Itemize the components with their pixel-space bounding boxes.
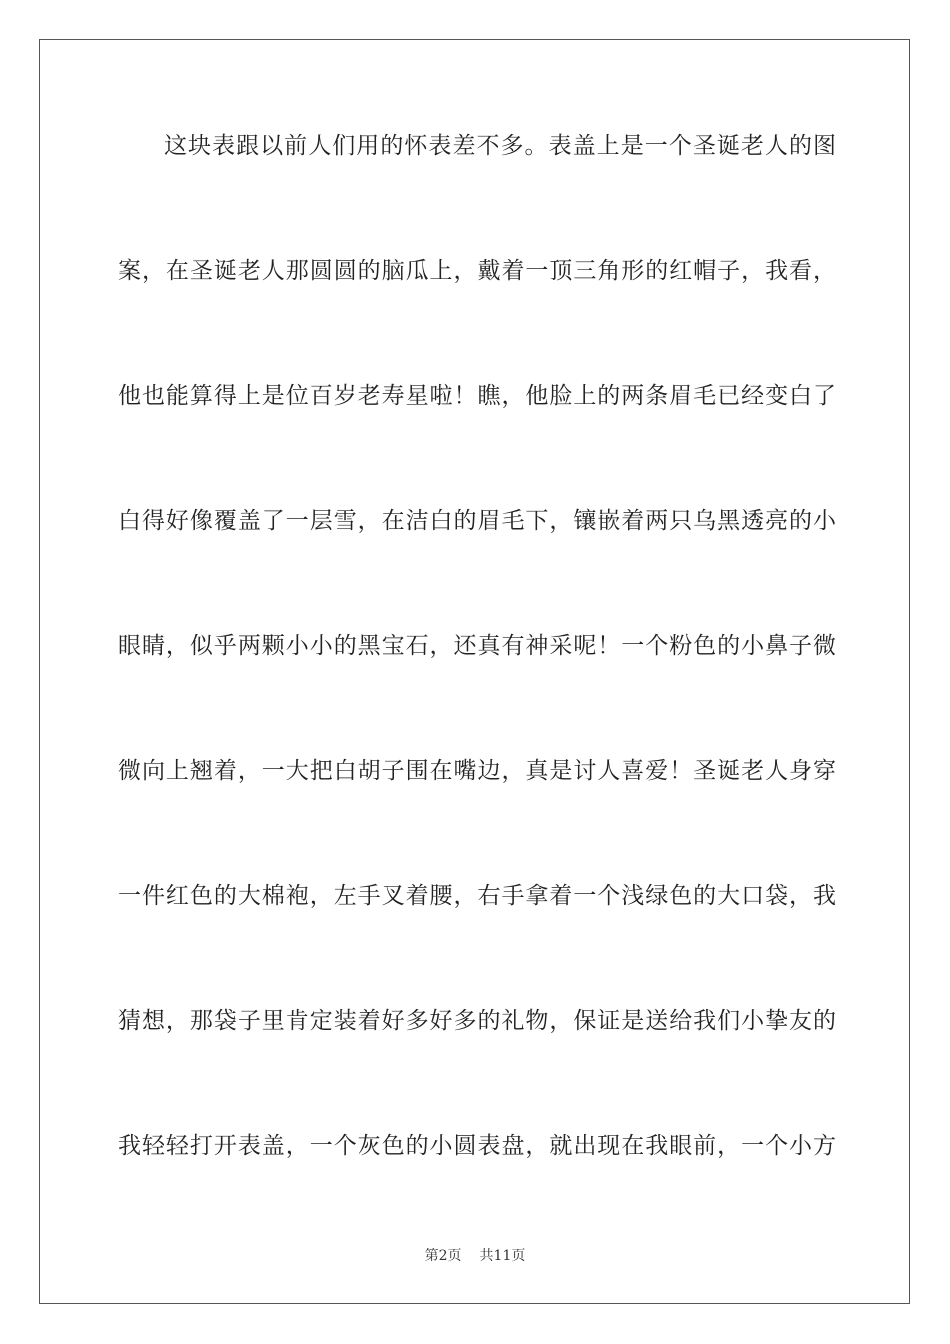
page-footer — [0, 1245, 950, 1265]
paragraph-line: 这块表跟以前人们用的怀表差不多。表盖上是一个圣诞老人的图 — [164, 133, 836, 159]
page-border — [39, 39, 910, 1304]
paragraph-line: 猜想，那袋子里肯定装着好多好多的礼物，保证是送给我们小挚友的 — [118, 1008, 836, 1034]
paragraph-line: 一件红色的大棉袍，左手叉着腰，右手拿着一个浅绿色的大口袋，我 — [118, 883, 836, 909]
paragraph-line: 案，在圣诞老人那圆圆的脑瓜上，戴着一顶三角形的红帽子，我看， — [118, 258, 836, 284]
paragraph-line: 我轻轻打开表盖，一个灰色的小圆表盘，就出现在我眼前，一个小方 — [118, 1133, 836, 1159]
paragraph-line: 他也能算得上是位百岁老寿星啦！瞧，他脸上的两条眉毛已经变白了 — [118, 383, 836, 409]
page-total: 共11页 — [479, 1248, 526, 1264]
paragraph-line: 白得好像覆盖了一层雪，在洁白的眉毛下，镶嵌着两只乌黑透亮的小 — [118, 508, 836, 534]
page-number: 第2页 — [424, 1248, 462, 1264]
paragraph-line: 微向上翘着，一大把白胡子围在嘴边，真是讨人喜爱！圣诞老人身穿 — [118, 758, 836, 784]
paragraph-line: 眼睛，似乎两颗小小的黑宝石，还真有神采呢！一个粉色的小鼻子微 — [118, 633, 836, 659]
